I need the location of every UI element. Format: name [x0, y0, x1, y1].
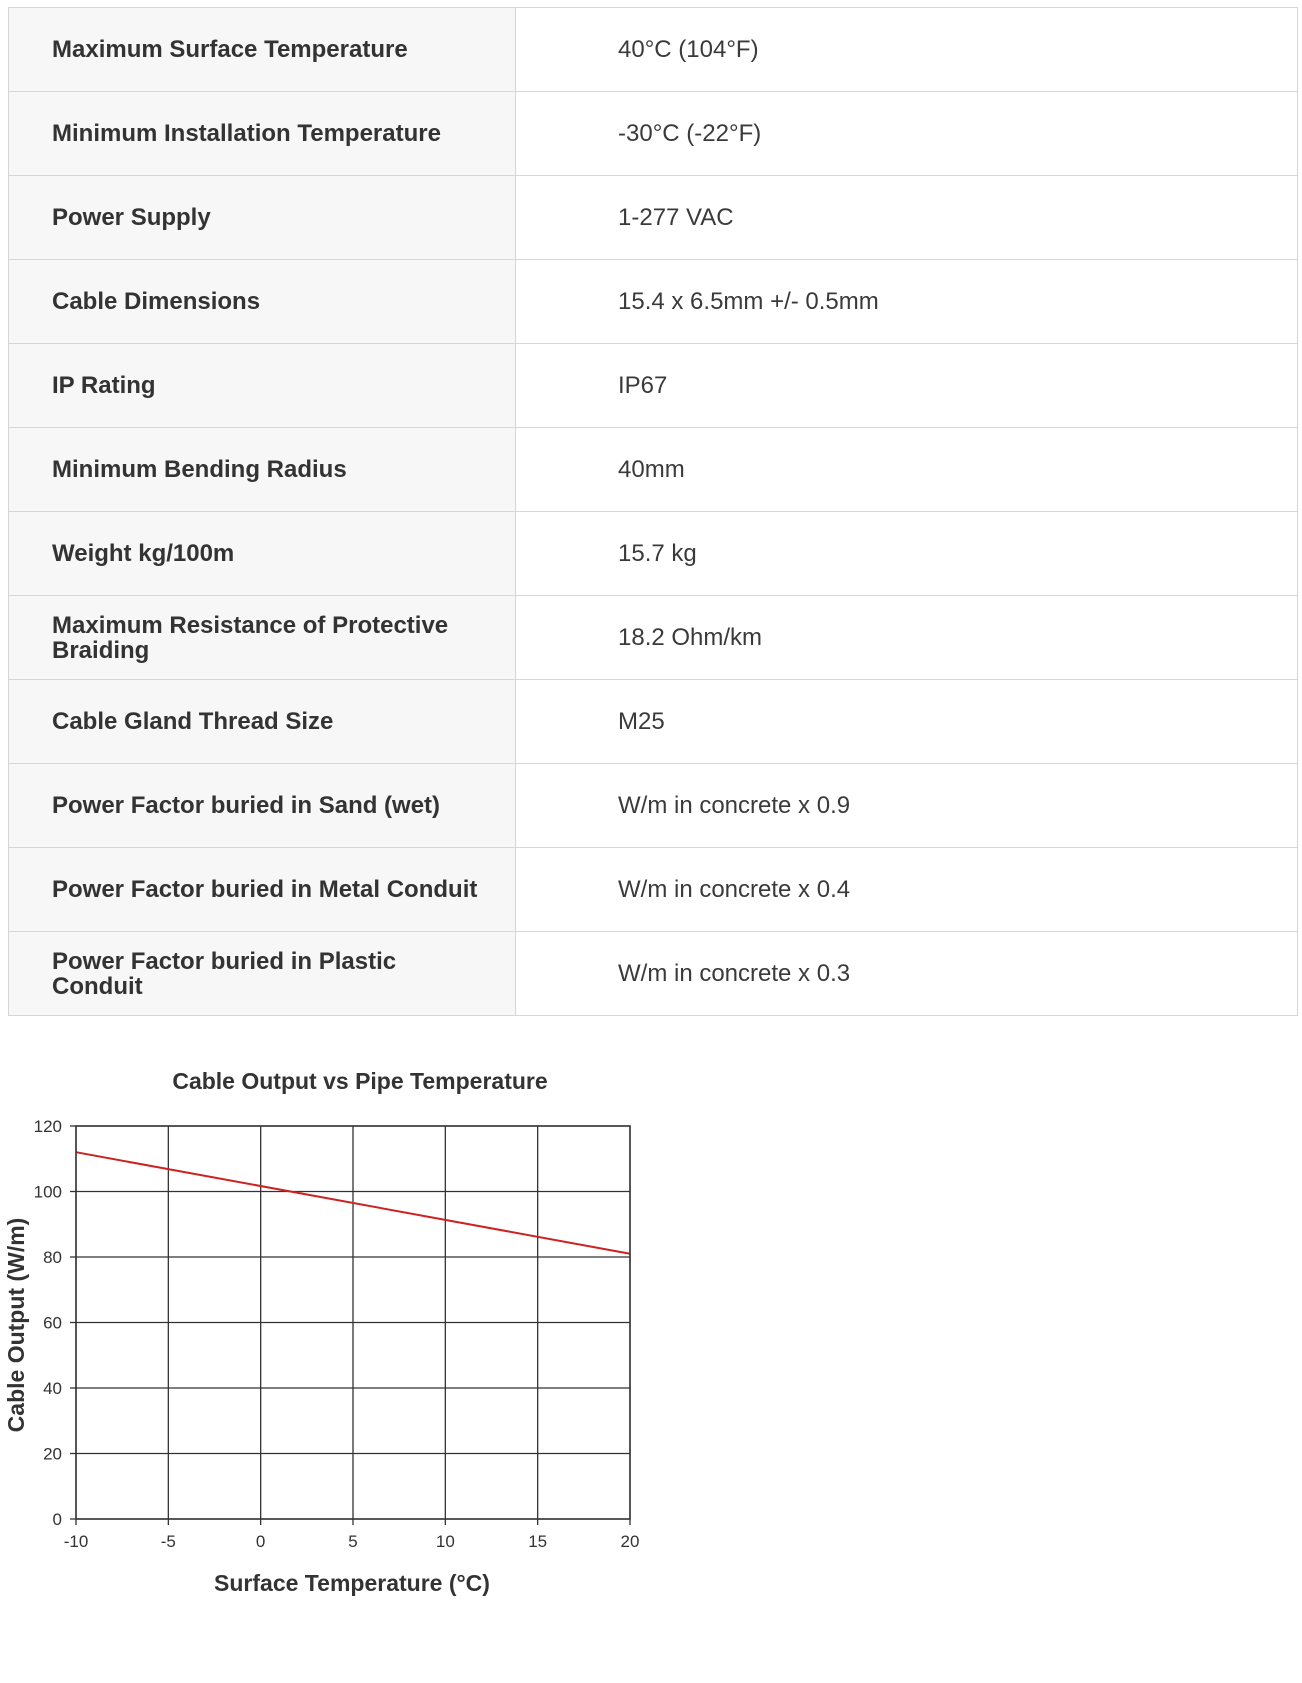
chart-x-tick-label: -10: [63, 1532, 89, 1551]
table-row: [9, 512, 1298, 596]
chart-y-tick-label: 0: [52, 1510, 62, 1529]
spec-label: Power Factor buried in Metal Conduit: [9, 848, 516, 932]
chart-canvas: [0, 1060, 660, 1620]
spec-label: Power Factor buried in Plastic Conduit: [9, 932, 516, 1016]
chart-y-tick-label: 100: [33, 1182, 62, 1202]
spec-value: 15.7 kg: [516, 512, 1298, 596]
table-row: [9, 596, 1298, 680]
spec-value: 15.4 x 6.5mm +/- 0.5mm: [516, 260, 1298, 344]
spec-value: W/m in concrete x 0.9: [516, 764, 1298, 848]
spec-label: Power Factor buried in Sand (wet): [9, 764, 516, 848]
chart-x-tick-label: 5: [348, 1532, 358, 1551]
spec-label: Minimum Installation Temperature: [9, 92, 516, 176]
spec-label: IP Rating: [9, 344, 516, 428]
spec-label: Cable Dimensions: [9, 260, 516, 344]
chart-x-tick-label: -5: [160, 1532, 176, 1551]
table-row: [9, 764, 1298, 848]
spec-label: Maximum Surface Temperature: [9, 8, 516, 92]
spec-value: 1-277 VAC: [516, 176, 1298, 260]
chart-y-axis-label: Cable Output (W/m): [3, 1217, 29, 1433]
table-row: [9, 344, 1298, 428]
spec-value: W/m in concrete x 0.3: [516, 932, 1298, 1016]
chart-y-tick-label: 120: [33, 1117, 62, 1136]
chart-x-tick-label: 10: [435, 1532, 455, 1551]
chart-y-tick-label: 60: [43, 1313, 62, 1333]
table-row: [9, 848, 1298, 932]
spec-value: 18.2 Ohm/km: [516, 596, 1298, 680]
spec-value: 40°C (104°F): [516, 8, 1298, 92]
table-row: [9, 8, 1298, 92]
specifications-table: [8, 7, 1298, 1016]
chart-x-tick-label: 20: [620, 1532, 640, 1551]
spec-label: Weight kg/100m: [9, 512, 516, 596]
table-row: [9, 176, 1298, 260]
spec-value: W/m in concrete x 0.4: [516, 848, 1298, 932]
table-row: [9, 932, 1298, 1016]
spec-value: M25: [516, 680, 1298, 764]
table-row: [9, 428, 1298, 512]
table-row: [9, 680, 1298, 764]
chart-title: Cable Output vs Pipe Temperature: [172, 1068, 548, 1094]
chart-y-tick-label: 40: [43, 1379, 62, 1398]
spec-value: 40mm: [516, 428, 1298, 512]
table-row: [9, 260, 1298, 344]
cable-output-chart: [0, 1060, 660, 1620]
chart-x-tick-label: 15: [528, 1532, 548, 1551]
spec-value: IP67: [516, 344, 1298, 428]
spec-value: -30°C (-22°F): [516, 92, 1298, 176]
spec-label: Cable Gland Thread Size: [9, 680, 516, 764]
chart-x-tick-label: 0: [255, 1532, 266, 1551]
chart-y-tick-label: 20: [43, 1444, 62, 1464]
chart-y-tick-label: 80: [43, 1248, 62, 1267]
spec-label: Maximum Resistance of Protective Braiding: [9, 596, 516, 680]
spec-label: Minimum Bending Radius: [9, 428, 516, 512]
chart-x-axis-label: Surface Temperature (°C): [214, 1570, 490, 1596]
spec-label: Power Supply: [9, 176, 516, 260]
table-row: [9, 92, 1298, 176]
